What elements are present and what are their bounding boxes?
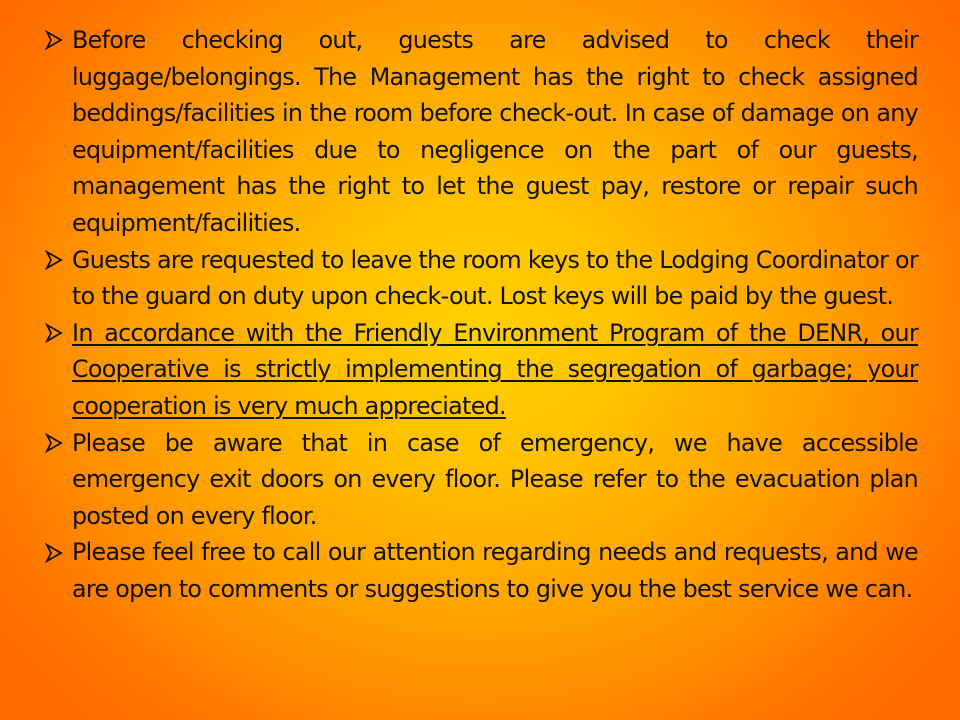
bullet-list bbox=[44, 22, 918, 608]
arrow-bullet-icon bbox=[44, 22, 72, 59]
bullet-emergency-exits bbox=[44, 425, 918, 535]
bullet-room-keys bbox=[44, 242, 918, 315]
arrow-bullet-icon bbox=[44, 315, 72, 352]
bullet-text: Please feel free to call our attention regarding needs and requests, and we are open to comments or suggestions to give you the best service we can. bbox=[72, 538, 918, 603]
bullet-text: Please be aware that in case of emergency, we have accessible emergency exit doors on every floor. Please refer to the evacuation plan posted on every floor. bbox=[72, 428, 918, 530]
bullet-checkout-belongings bbox=[44, 22, 918, 242]
arrow-bullet-icon bbox=[44, 242, 72, 279]
arrow-bullet-icon bbox=[44, 425, 72, 462]
bullet-requests-comments bbox=[44, 534, 918, 607]
bullet-text: In accordance with the Friendly Environment Program of the DENR, our Cooperative is strictly implementing the segregation of garbage; your cooperation is very much appreciated. bbox=[72, 318, 918, 420]
bullet-text: Guests are requested to leave the room keys to the Lodging Coordinator or to the guard on duty upon check-out. Lost keys will be paid by the guest. bbox=[72, 245, 918, 311]
bullet-garbage-segregation bbox=[44, 315, 918, 425]
bullet-text: Before checking out, guests are advised to check their luggage/belongings. The Management has the right to check assigned beddings/facilities in the room before check-out. In case of damage on any equipment/facilities due to negligence on the part of our guests, management has the right to let the guest pay, restore or repair such equipment/facilities. bbox=[72, 26, 918, 237]
arrow-bullet-icon bbox=[44, 534, 72, 571]
